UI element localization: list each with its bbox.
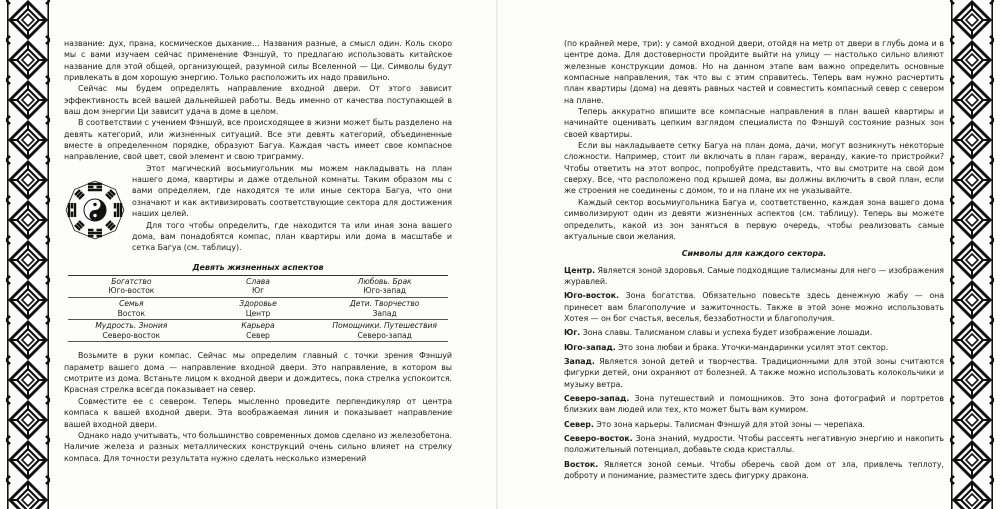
knot-ornament-icon (6, 0, 50, 509)
table-cell (195, 298, 322, 319)
aspect-label: Помощники. Путешествия (332, 321, 437, 331)
symbol-description: Является зоной здоровья. Самые подходящие талисманы для него — изображения журавлей. (564, 265, 944, 286)
left-page (0, 0, 498, 509)
direction-label: Центр (245, 308, 271, 318)
aspect-label: Любовь. Брак (357, 276, 412, 286)
symbol-sector-name: Юг. (564, 328, 581, 338)
bagua-paragraph-2: Для того чтобы определить, где находится та или иная зона вашего дома, вам понадобятся компас, план квартиры или дома в масштабе и сетка Багуа (см. таблицу). (132, 220, 452, 253)
compass-paragraph-2: Совместите ее с севером. Теперь мысленно проведите перпендикуляр от центра компаса к вашей входной двери. Эта воображаемая линия и показывает направление вашей входной двери. (64, 396, 452, 429)
right-knot-border (950, 0, 994, 509)
symbol-description: Зона путешествий и помощников. Это зона фотографий и портретов близких вам людей или тех, кто может быть вам кумиром. (564, 393, 944, 415)
table-cell (321, 276, 448, 297)
table-row (68, 298, 448, 320)
table-cell (68, 320, 195, 341)
aspect-label: Здоровье (239, 299, 277, 309)
direction-label: Восток (117, 308, 146, 318)
symbol-description: Зона богатства. Обязательно повесьте здесь денежную жабу — она принесет вам благополучие и зажиточность. Также в этой зоне можно использовать Хотея — он бог счастья, веселья, беззаботности и благополучия. (564, 291, 944, 323)
symbol-entry (564, 356, 944, 390)
table-cell (68, 276, 195, 297)
symbol-sector-name: Запад. (564, 356, 595, 366)
symbol-entry (564, 433, 944, 456)
right-paragraph-3: Если вы накладываете сетку Багуа на план дома, дачи, могут возникнуть некоторые сложности. Например, стоит ли включать в план гараж, веранду, какие-то пристройки? Чтобы ответить на этот вопрос, попробуйте представить, что вы смотрите на свой дом сверху. Все, что расположено под крышей дома, вы должны включить в свой план, если же строения не соединены с домом, то и на плане их не указывайте. (564, 141, 944, 196)
bagua-section (64, 163, 452, 254)
left-knot-border (6, 0, 50, 509)
symbol-description: Является зоной детей и творчества. Традиционными для этой зоны считаются фигурки детей, они охраняют от болезней. А также можно использовать колокольчики и музыку ветра. (564, 356, 944, 389)
symbol-description: Является зоной семьи. Чтобы оберечь свой дом от зла, привлечь теплоту, доброту и понимание, разместите здесь фигурку дракона. (564, 459, 944, 481)
intro-paragraph-2: Сейчас мы будем определять направление входной двери. От этого зависит эффективность всей вашей дальнейшей работы. Ведь именно от качества поступающей в ваш дом энергии Ци зависит удача в доме в целом. (64, 84, 452, 117)
symbol-entry (564, 342, 944, 353)
symbol-sector-name: Юго-восток. (564, 291, 619, 301)
aspect-label: Семья (119, 299, 144, 309)
direction-label: Северо-восток (102, 330, 161, 340)
direction-label: Юг (251, 286, 265, 296)
table-cell (321, 298, 448, 319)
intro-paragraph-1: название: дух, прана, космическое дыхание… Названия разные, а смысл один. Коль скоро мы с вами изучаем сейчас применение Фэншуй, то предлагаю использовать китайское название для этой общей, организующей, разумной силы Вселенной — Ци. Символы будут привлекать в дом хорошую энергию. Только расположить их надо правильно. (64, 39, 452, 83)
table-cell (68, 298, 195, 319)
right-paragraph-1: (по крайней мере, три): у самой входной двери, отойдя на метр от двери в глубь дома и в центре дома. Для достоверности пройдите выйти на улицу — настолько сильно влияют железные конструкции домов. Но на данном этапе вам важно определить основные компасные направления, так что вы с этим справитесь. Теперь вам нужно расчертить план квартиры (дома) на девять равных частей и совместить компасный север с севером на плане. (564, 39, 944, 105)
table-grid (68, 275, 448, 343)
aspect-label: Карьера (241, 321, 275, 331)
symbol-entry (564, 265, 944, 288)
symbol-description: Это зона любви и брака. Уточки-мандаринки усилят этот сектор. (615, 342, 889, 352)
symbol-entry (564, 419, 944, 430)
bagua-text (132, 163, 452, 254)
direction-label: Юго-запад (363, 286, 406, 296)
aspect-label: Богатство (111, 276, 152, 286)
bagua-yin-yang-icon (64, 179, 126, 241)
direction-label: Запад (372, 308, 397, 318)
left-text-column (64, 38, 452, 464)
aspects-table (68, 262, 448, 343)
intro-paragraph-3: В соответствии с учением Фэншуй, все происходящее в жизни может быть разделено на девять категорий, или жизненных ситуаций. Все эти девять категорий, объединенные вместе в определенном порядке, образуют Багуа. Каждая часть имеет свое компасное направление, свой цвет, свой элемент и свою триграмму. (64, 118, 452, 162)
symbols-heading: Символы для каждого сектора. (681, 249, 827, 259)
aspect-label: Мудрость. Знония (95, 321, 168, 331)
direction-label: Юго-восток (108, 286, 155, 296)
right-paragraph-4: Каждый сектор восьмиугольника Багуа и, соответственно, каждая зона вашего дома символизируют один из девяти жизненных аспектов (см. таблицу). Теперь вы можете определить, какой из зон заняться в первую очередь, чтобы реализовать самые актуальные свои желания. (564, 197, 944, 241)
symbol-entry (564, 290, 944, 324)
symbol-sector-name: Северо-восток. (564, 434, 633, 443)
symbol-sector-name: Север. (564, 419, 594, 429)
table-row (68, 276, 448, 298)
aspect-label: Слава (246, 276, 270, 286)
table-cell (321, 320, 448, 341)
symbol-description: Это зона карьеры. Талисман Фэншуй для этой зоны — черепаха. (593, 419, 865, 429)
compass-paragraph-3: Однако надо учитывать, что большинство современных домов сделано из железобетона. Наличие железа и разных металлических конструкций очень сильно влияет на стрелку компаса. Для точности результата нужно сделать несколько измерений (64, 430, 452, 463)
symbol-description: Зона знаний, мудрости. Чтобы рассеять негативную энергию и накопить положительный потенциал, добавьте сюда кристаллы. (564, 434, 944, 455)
compass-paragraph-1: Возьмите в руки компас. Сейчас мы определим главный с точки зрения Фэншуй параметр вашего дома — направление входной двери. Это направление, в котором вы смотрите из дома. Встаньте лицом к входной двери и дождитесь, пока стрелка успокоится. Красная стрелка всегда показывает на север. (64, 351, 452, 395)
symbol-entry (564, 459, 944, 482)
direction-label: Северо-запад (357, 330, 412, 340)
aspect-label: Дети. Творчество (349, 299, 420, 309)
right-paragraph-2: Теперь аккуратно впишите все компасные направления в план вашей квартиры и начинайте оценивать цепким взглядом специалиста по Фэншуй состояние разных зон своей квартиры. (564, 107, 944, 139)
right-text-column (564, 38, 944, 484)
symbol-sector-name: Юго-запад. (564, 342, 616, 352)
bagua-paragraph-1: Этот магический восьмиугольник мы можем накладывать на план нашего дома, квартиры и даже отдельной комнаты. Таким образом мы с вами определяем, где находятся те или иные сектора Багуа, что они означают и как активизировать соответствующие сектора для достижения наших целей. (132, 163, 452, 219)
table-cell (195, 320, 322, 341)
symbol-sector-name: Восток. (564, 459, 599, 469)
symbol-entry (564, 393, 944, 416)
symbol-sector-name: Северо-запад. (564, 393, 630, 403)
symbol-sector-name: Центр. (564, 265, 596, 275)
symbol-entry (564, 327, 944, 338)
table-caption: Девять жизненных аспектов (192, 262, 324, 272)
symbol-description: Зона славы. Талисманом славы и успеха будет изображение лошади. (580, 328, 873, 338)
direction-label: Север (246, 330, 270, 340)
table-cell (195, 276, 322, 297)
table-row (68, 320, 448, 342)
knot-ornament-icon (950, 0, 994, 509)
